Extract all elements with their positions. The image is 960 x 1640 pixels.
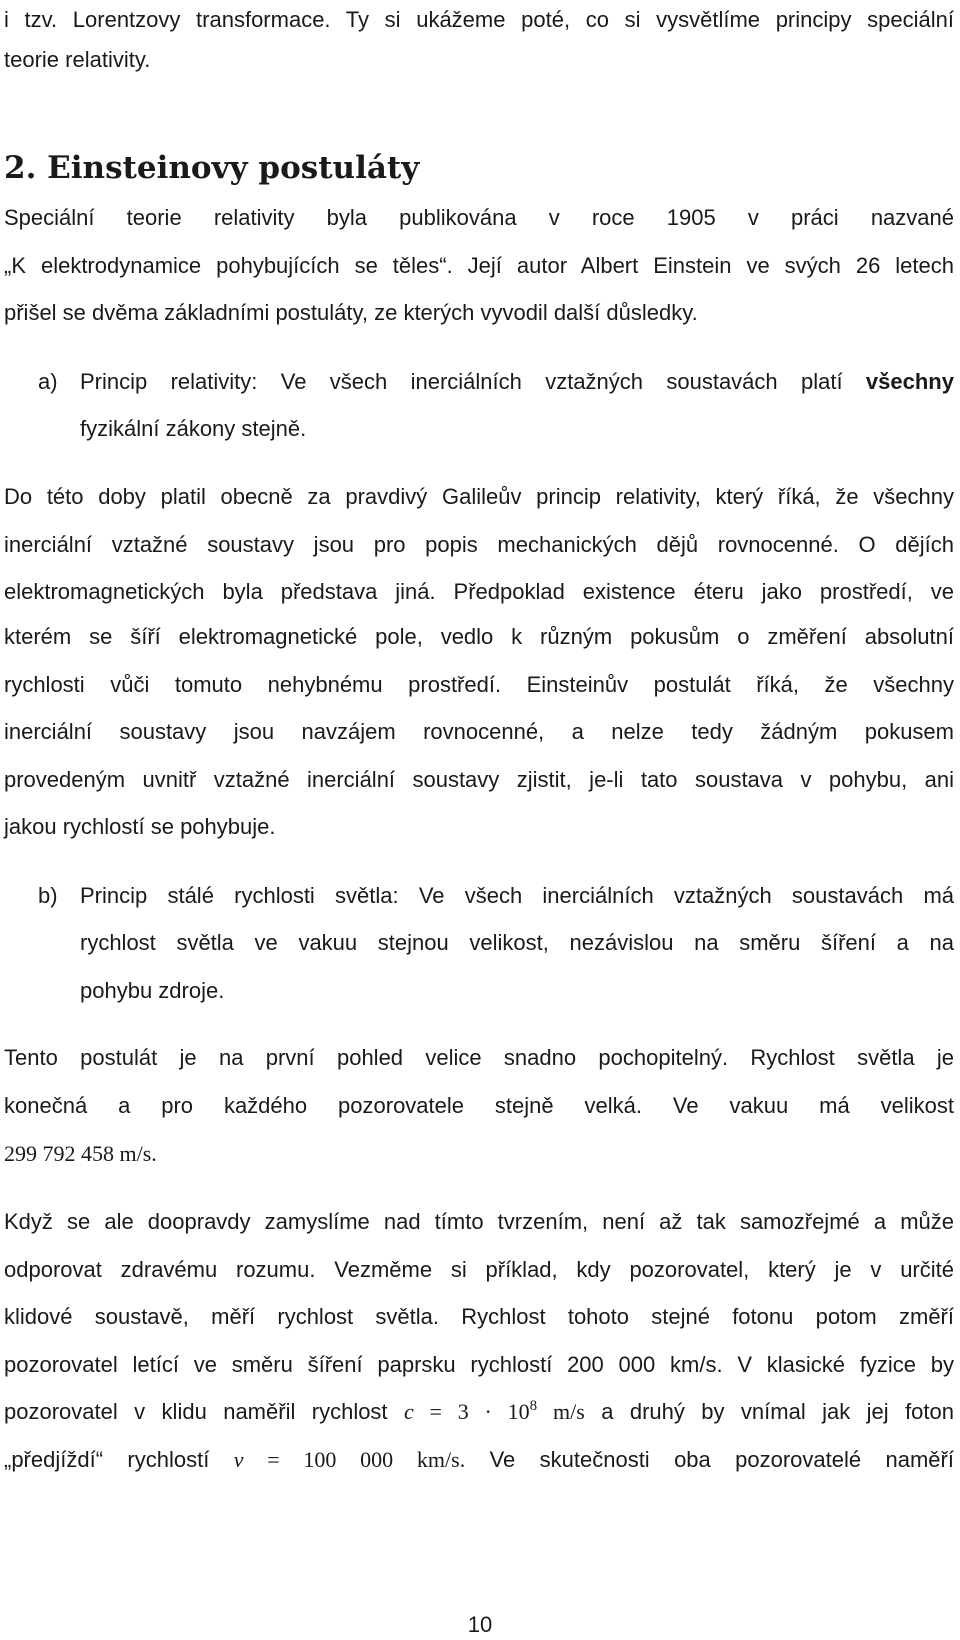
variable-c: c xyxy=(403,1399,414,1424)
paragraph-2-line-2: inerciální vztažné soustavy jsou pro popis mechanických dějů rovnocenné. O dějích xyxy=(4,532,954,557)
paragraph-4-line-6 xyxy=(4,1445,954,1475)
paragraph-3-line-1: Tento postulát je na první pohled velice snadno pochopitelný. Rychlost světla je xyxy=(4,1045,954,1070)
section-heading: 2. Einsteinovy postuláty xyxy=(4,150,420,186)
paragraph-2-line-3: elektromagnetických byla představa jiná. Předpoklad existence éteru jako prostředí, ve xyxy=(4,579,954,604)
formula-v-equals: = 100 000 km/s. xyxy=(243,1447,466,1472)
variable-v: v xyxy=(233,1447,244,1472)
principle-b-line-1: Princip stálé rychlosti světla: Ve všech inerciálních vztažných soustavách má xyxy=(80,883,954,908)
paragraph-2-line-6: inerciální soustavy jsou navzájem rovnocenné, a nelze tedy žádným pokusem xyxy=(4,719,954,744)
paragraph-1-line-3: přišel se dvěma základními postuláty, ze kterých vyvodil další důsledky. xyxy=(4,300,698,325)
paragraph-4-line-3: klidové soustavě, měří rychlost světla. Rychlost tohoto stejné fotonu potom změří xyxy=(4,1304,954,1329)
paragraph-4-line-4: pozorovatel letící ve směru šíření paprsku rychlostí 200 000 km/s. V klasické fyzice by xyxy=(4,1352,954,1377)
formula-c-exponent: 8 xyxy=(529,1398,538,1414)
paragraph-4-line-2: odporovat zdravému rozumu. Vezměme si příklad, kdy pozorovatel, který je v určité xyxy=(4,1257,954,1282)
principle-b-line-3: pohybu zdroje. xyxy=(80,978,225,1003)
page-number: 10 xyxy=(467,1612,493,1637)
paragraph-4-line-5 xyxy=(4,1397,954,1427)
paragraph-2-line-8: jakou rychlostí se pohybuje. xyxy=(4,814,276,839)
intro-line-1: i tzv. Lorentzovy transformace. Ty si ukážeme poté, co si vysvětlíme principy speciální xyxy=(4,7,954,32)
list-marker-a: a) xyxy=(38,369,58,394)
paragraph-4-line-1: Když se ale doopravdy zamyslíme nad tímto tvrzením, není až tak samozřejmé a může xyxy=(4,1209,954,1234)
formula-c xyxy=(404,1399,585,1424)
principle-a-line-1 xyxy=(80,367,954,397)
line-6-text-end: Ve skutečnosti oba pozorovatelé naměří xyxy=(489,1447,954,1472)
formula-c-equals: = 3 · 10 xyxy=(413,1399,530,1424)
line-6-text-start: „předjíždí“ rychlostí xyxy=(4,1447,210,1472)
line-5-text-end: a druhý by vnímal jak jej foton xyxy=(601,1399,955,1424)
principle-b-line-2: rychlost světla ve vakuu stejnou velikost, nezávislou na směru šíření a na xyxy=(80,930,954,955)
paragraph-1-line-1: Speciální teorie relativity byla publikována v roce 1905 v práci nazvané xyxy=(4,205,954,230)
principle-a-bold-word: všechny xyxy=(865,369,954,394)
principle-a-line-2: fyzikální zákony stejně. xyxy=(80,416,307,441)
line-5-text-start: pozorovatel v klidu naměřil rychlost xyxy=(4,1399,388,1424)
formula-v xyxy=(234,1447,466,1472)
paragraph-2-line-4: kterém se šíří elektromagnetické pole, vedlo k různým pokusům o změření absolutní xyxy=(4,624,954,649)
principle-a-text: Princip relativity: Ve všech inerciálních vztažných soustavách platí xyxy=(80,369,843,394)
paragraph-2-line-1: Do této doby platil obecně za pravdivý Galileův princip relativity, který říká, že všechny xyxy=(4,484,954,509)
formula-c-unit: m/s xyxy=(537,1399,585,1424)
paragraph-2-line-5: rychlosti vůči tomuto nehybnému prostředí. Einsteinův postulát říká, že všechny xyxy=(4,672,954,697)
paragraph-3-line-2: konečná a pro každého pozorovatele stejně velká. Ve vakuu má velikost xyxy=(4,1093,954,1118)
speed-of-light-value: 299 792 458 m/s. xyxy=(4,1141,157,1166)
intro-line-2: teorie relativity. xyxy=(4,47,151,72)
paragraph-1-line-2: „K elektrodynamice pohybujících se těles“. Její autor Albert Einstein ve svých 26 letech xyxy=(4,253,954,278)
list-marker-b: b) xyxy=(38,883,58,908)
paragraph-2-line-7: provedeným uvnitř vztažné inerciální soustavy zjistit, je-li tato soustava v pohybu, ani xyxy=(4,767,954,792)
